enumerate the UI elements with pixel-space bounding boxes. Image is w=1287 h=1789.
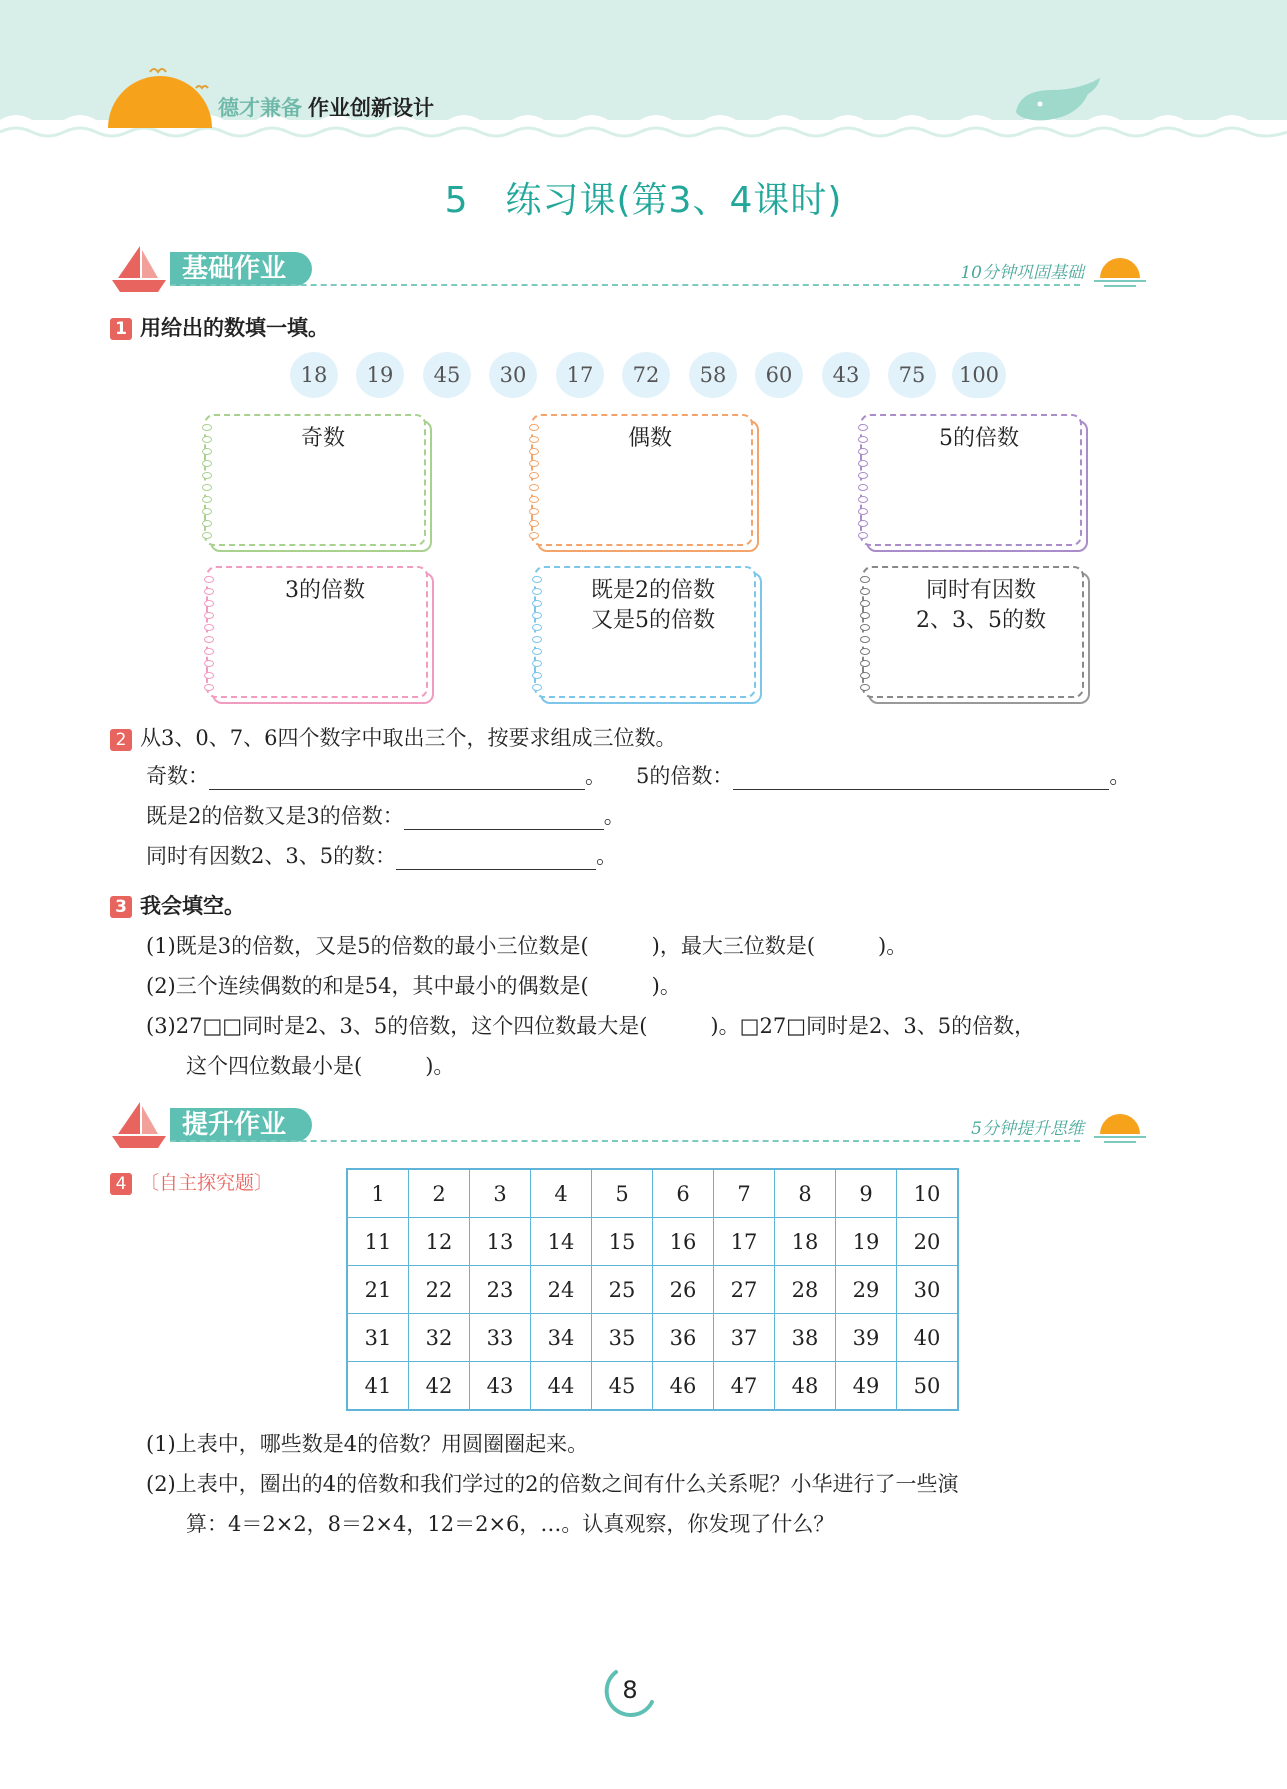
card-title: 既是2的倍数 <box>591 578 715 603</box>
number-bubble: 72 <box>622 352 670 398</box>
card-title: 同时有因数 <box>925 578 1036 603</box>
grid-cell[interactable]: 25 <box>592 1266 653 1314</box>
answer-line[interactable] <box>404 809 604 830</box>
question-4 <box>110 1168 273 1195</box>
grid-cell[interactable]: 36 <box>653 1314 714 1362</box>
q2-mult5-label: 5的倍数： <box>636 764 734 788</box>
card-multiple-of-3[interactable] <box>206 566 428 698</box>
page-number <box>602 1664 658 1720</box>
number-bubble: 60 <box>755 352 803 398</box>
number-bubble: 19 <box>356 352 404 398</box>
brand-black: 作业创新设计 <box>308 96 434 120</box>
card-title: 奇数 <box>300 426 345 451</box>
card-odd[interactable] <box>204 414 426 546</box>
grid-row <box>347 1266 958 1314</box>
section-basic <box>110 244 1150 294</box>
grid-cell[interactable]: 16 <box>653 1218 714 1266</box>
grid-cell[interactable]: 47 <box>714 1362 775 1411</box>
question-tag: 〔自主探究题〕 <box>140 1172 274 1194</box>
grid-cell[interactable]: 22 <box>409 1266 470 1314</box>
grid-cell[interactable]: 10 <box>897 1169 959 1218</box>
grid-cell[interactable]: 43 <box>470 1362 531 1411</box>
q2-odd-label: 奇数： <box>146 764 209 788</box>
card-title-line2: 2、3、5的数 <box>916 608 1046 633</box>
grid-cell[interactable]: 21 <box>347 1266 409 1314</box>
grid-cell[interactable]: 11 <box>347 1218 409 1266</box>
grid-cell[interactable]: 8 <box>775 1169 836 1218</box>
q2-both-row <box>146 800 625 830</box>
grid-cell[interactable]: 34 <box>531 1314 592 1362</box>
q3-line1: (1)既是3的倍数，又是5的倍数的最小三位数是( )，最大三位数是( )。 <box>146 934 908 958</box>
number-bubble: 58 <box>689 352 737 398</box>
grid-cell[interactable]: 29 <box>836 1266 897 1314</box>
grid-cell[interactable]: 49 <box>836 1362 897 1411</box>
question-text: 用给出的数填一填。 <box>140 316 329 340</box>
grid-cell[interactable]: 15 <box>592 1218 653 1266</box>
answer-line[interactable] <box>396 849 596 870</box>
number-bubble: 100 <box>952 352 1006 398</box>
grid-cell[interactable]: 40 <box>897 1314 959 1362</box>
card-factors-2-3-5[interactable] <box>862 566 1084 698</box>
card-multiple-of-2-and-5[interactable] <box>534 566 756 698</box>
grid-cell[interactable]: 42 <box>409 1362 470 1411</box>
answer-line[interactable] <box>209 769 585 790</box>
grid-cell[interactable]: 6 <box>653 1169 714 1218</box>
grid-row <box>347 1362 958 1411</box>
brand <box>218 92 434 122</box>
grid-row <box>347 1218 958 1266</box>
number-bubble: 17 <box>556 352 604 398</box>
grid-cell[interactable]: 14 <box>531 1218 592 1266</box>
page-title: 5 练习课(第3、4课时) <box>444 180 843 221</box>
grid-cell[interactable]: 27 <box>714 1266 775 1314</box>
number-bubbles <box>290 352 1010 398</box>
card-title-line2: 又是5的倍数 <box>591 608 715 633</box>
q2-all-label: 同时有因数2、3、5的数： <box>146 844 397 868</box>
grid-cell[interactable]: 18 <box>775 1218 836 1266</box>
q2-all-row <box>146 840 617 870</box>
grid-cell[interactable]: 44 <box>531 1362 592 1411</box>
grid-cell[interactable]: 2 <box>409 1169 470 1218</box>
q3-line3: (3)27□□同时是2、3、5的倍数，这个四位数最大是( )。□27□同时是2、3、5的倍数， <box>146 1014 1036 1038</box>
brand-green: 德才兼备 <box>218 96 302 120</box>
grid-cell[interactable]: 50 <box>897 1362 959 1411</box>
answer-line[interactable] <box>733 769 1109 790</box>
question-1 <box>110 312 329 342</box>
grid-cell[interactable]: 23 <box>470 1266 531 1314</box>
q4-line2: (2)上表中，圈出的4的倍数和我们学过的2的倍数之间有什么关系呢？小华进行了一些演 <box>146 1472 959 1496</box>
question-number: 2 <box>110 729 132 751</box>
q2-mult5-row <box>636 760 1130 790</box>
grid-cell[interactable]: 46 <box>653 1362 714 1411</box>
grid-cell[interactable]: 12 <box>409 1218 470 1266</box>
section-note: 5分钟提升思维 <box>971 1119 1084 1139</box>
grid-cell[interactable]: 32 <box>409 1314 470 1362</box>
sailboat-icon <box>110 1100 170 1150</box>
section-label: 基础作业 <box>170 252 312 286</box>
section-divider <box>170 1140 1080 1142</box>
q2-odd-row <box>146 760 606 790</box>
q4-line3: 算：4＝2×2，8＝2×4，12＝2×6，…。认真观察，你发现了什么？ <box>186 1512 835 1536</box>
grid-cell[interactable]: 31 <box>347 1314 409 1362</box>
grid-cell[interactable]: 7 <box>714 1169 775 1218</box>
grid-cell[interactable]: 19 <box>836 1218 897 1266</box>
grid-row <box>347 1314 958 1362</box>
grid-cell[interactable]: 30 <box>897 1266 959 1314</box>
q2-end-mark: 。 <box>585 764 606 788</box>
card-title: 5的倍数 <box>939 426 1019 451</box>
grid-cell[interactable]: 45 <box>592 1362 653 1411</box>
page-number-text: 8 <box>622 1676 638 1704</box>
q2-end-mark: 。 <box>596 844 618 868</box>
card-title: 偶数 <box>627 426 672 451</box>
grid-cell[interactable]: 3 <box>470 1169 531 1218</box>
section-label: 提升作业 <box>170 1108 312 1142</box>
q3-line2: (2)三个连续偶数的和是54，其中最小的偶数是( )。 <box>146 974 681 998</box>
grid-cell[interactable]: 5 <box>592 1169 653 1218</box>
card-even[interactable] <box>531 414 753 546</box>
grid-cell[interactable]: 24 <box>531 1266 592 1314</box>
section-advanced <box>110 1100 1150 1150</box>
q2-end-mark: 。 <box>1109 764 1131 788</box>
number-bubble: 75 <box>888 352 936 398</box>
section-note: 10分钟巩固基础 <box>960 263 1084 283</box>
question-3 <box>110 890 245 920</box>
grid-row <box>347 1169 958 1218</box>
number-grid <box>346 1168 959 1411</box>
grid-cell[interactable]: 4 <box>531 1169 592 1218</box>
grid-cell[interactable]: 28 <box>775 1266 836 1314</box>
question-number: 4 <box>110 1173 132 1195</box>
grid-cell[interactable]: 20 <box>897 1218 959 1266</box>
grid-cell[interactable]: 17 <box>714 1218 775 1266</box>
question-number: 1 <box>110 318 132 340</box>
question-2 <box>110 722 676 752</box>
grid-cell[interactable]: 39 <box>836 1314 897 1362</box>
grid-cell[interactable]: 41 <box>347 1362 409 1411</box>
sailboat-icon <box>110 244 170 294</box>
number-bubble: 43 <box>822 352 870 398</box>
q2-end-mark: 。 <box>603 804 625 828</box>
grid-cell[interactable]: 1 <box>347 1169 409 1218</box>
number-bubble: 45 <box>423 352 471 398</box>
grid-cell[interactable]: 9 <box>836 1169 897 1218</box>
sun-icon <box>1092 250 1148 290</box>
number-bubble: 30 <box>489 352 537 398</box>
grid-cell[interactable]: 35 <box>592 1314 653 1362</box>
sun-icon <box>1092 1106 1148 1146</box>
question-text: 从3、0、7、6四个数字中取出三个，按要求组成三位数。 <box>140 726 677 750</box>
grid-cell[interactable]: 37 <box>714 1314 775 1362</box>
number-bubble: 18 <box>290 352 338 398</box>
header-banner <box>0 0 1287 150</box>
card-multiple-of-5[interactable] <box>860 414 1082 546</box>
question-text: 我会填空。 <box>140 894 245 918</box>
q4-line1: (1)上表中，哪些数是4的倍数？用圆圈圈起来。 <box>146 1432 589 1456</box>
q2-both-label: 既是2的倍数又是3的倍数： <box>146 804 404 828</box>
header-background <box>0 0 1287 150</box>
section-divider <box>170 284 1080 286</box>
grid-cell[interactable]: 48 <box>775 1362 836 1411</box>
q3-line4: 这个四位数最小是( )。 <box>186 1054 455 1078</box>
grid-cell[interactable]: 33 <box>470 1314 531 1362</box>
grid-cell[interactable]: 26 <box>653 1266 714 1314</box>
grid-cell[interactable]: 13 <box>470 1218 531 1266</box>
question-number: 3 <box>110 896 132 918</box>
card-title: 3的倍数 <box>285 578 365 603</box>
grid-cell[interactable]: 38 <box>775 1314 836 1362</box>
